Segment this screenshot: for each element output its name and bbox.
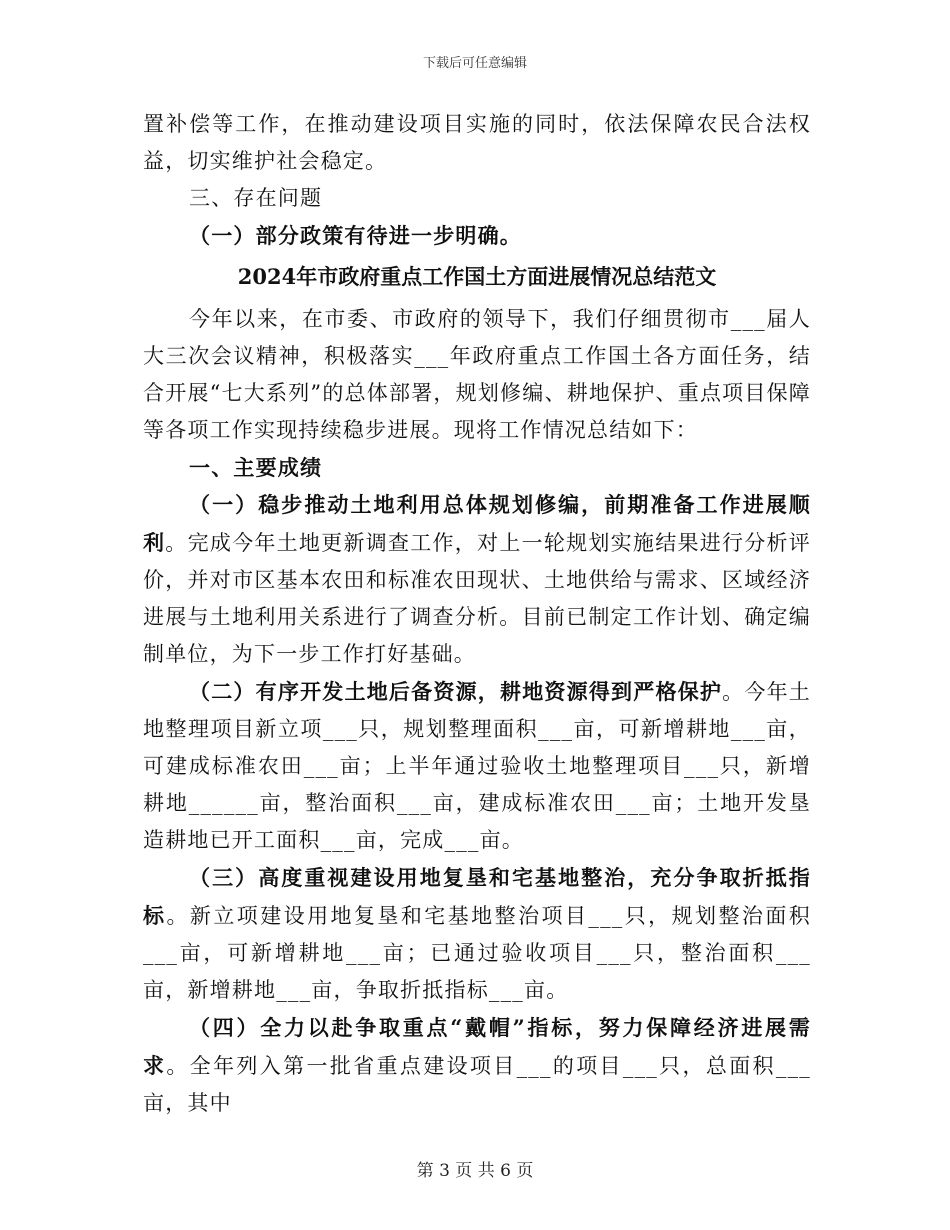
intro-paragraph: 置补偿等工作，在推动建设项目实施的同时，依法保障农民合法权益，切实维护社会稳定。 bbox=[143, 112, 811, 173]
page-footer: 第 3 页 共 6 页 bbox=[416, 1161, 534, 1181]
item-3-heading-end: 。 bbox=[166, 904, 190, 928]
section-heading-problems: 三、存在问题 bbox=[189, 186, 323, 210]
document-title: 2024年市政府重点工作国土方面进展情况总结范文 bbox=[237, 264, 717, 289]
section-heading-achievements: 一、主要成绩 bbox=[189, 455, 323, 480]
item-2-heading: （二）有序开发土地后备资源，耕地资源得到严格保护 bbox=[189, 679, 723, 704]
subsection-heading-policy: （一）部分政策有待进一步明确。 bbox=[189, 223, 522, 248]
item-1-heading-end: 。 bbox=[165, 531, 188, 555]
item-2-body: 。今年土地整理项目新立项___只，规划整理面积___亩，可新增耕地___亩，可建成标准农田___亩；上半年通过验收土地整理项目___只，新增耕地______亩，整治面积___亩，建成标准农田___亩；土地开发垦造耕地已开工面积___亩，完成___亩。 bbox=[143, 680, 811, 852]
intro-summary-paragraph: 今年以来，在市委、市政府的领导下，我们仔细贯彻市___届人大三次会议精神，积极落实___年政府重点工作国土各方面任务，结合开展“七大系列”的总体部署，规划修编、耕地保护、重点项目保障等各项工作实现持续稳步进展。现将工作情况总结如下： bbox=[143, 307, 811, 442]
document-body bbox=[143, 106, 811, 1122]
page-header: 下载后可任意编辑 bbox=[422, 56, 527, 71]
item-3-paragraph bbox=[143, 859, 811, 1009]
item-4-body: 全年列入第一批省重点建设项目___的项目___只，总面积___亩，其中 bbox=[143, 1054, 812, 1115]
item-4-paragraph bbox=[143, 1009, 811, 1122]
item-4-heading: （四）全力以赴争取重点“戴帽”指标，努力保障经济进展需求 bbox=[143, 1015, 811, 1078]
item-4-heading-end: 。 bbox=[166, 1054, 190, 1078]
item-1-heading: （一）稳步推动土地利用总体规划修编，前期准备工作进展顺利 bbox=[143, 492, 811, 555]
item-2-paragraph bbox=[143, 673, 811, 859]
item-3-body: 新立项建设用地复垦和宅基地整治项目___只，规划整治面积___亩，可新增耕地___亩；已通过验收项目___只，整治面积___亩，新增耕地___亩，争取折抵指标___亩。 bbox=[143, 904, 812, 1002]
item-1-paragraph bbox=[143, 486, 811, 673]
item-1-body: 完成今年土地更新调查工作，对上一轮规划实施结果进行分析评价，并对市区基本农田和标准农田现状、土地供给与需求、区域经济进展与土地利用关系进行了调查分析。目前已制定工作计划、确定编制单位，为下一步工作打好基础。 bbox=[143, 531, 812, 666]
item-3-heading: （三）高度重视建设用地复垦和宅基地整治，充分争取折抵指标 bbox=[143, 865, 811, 928]
